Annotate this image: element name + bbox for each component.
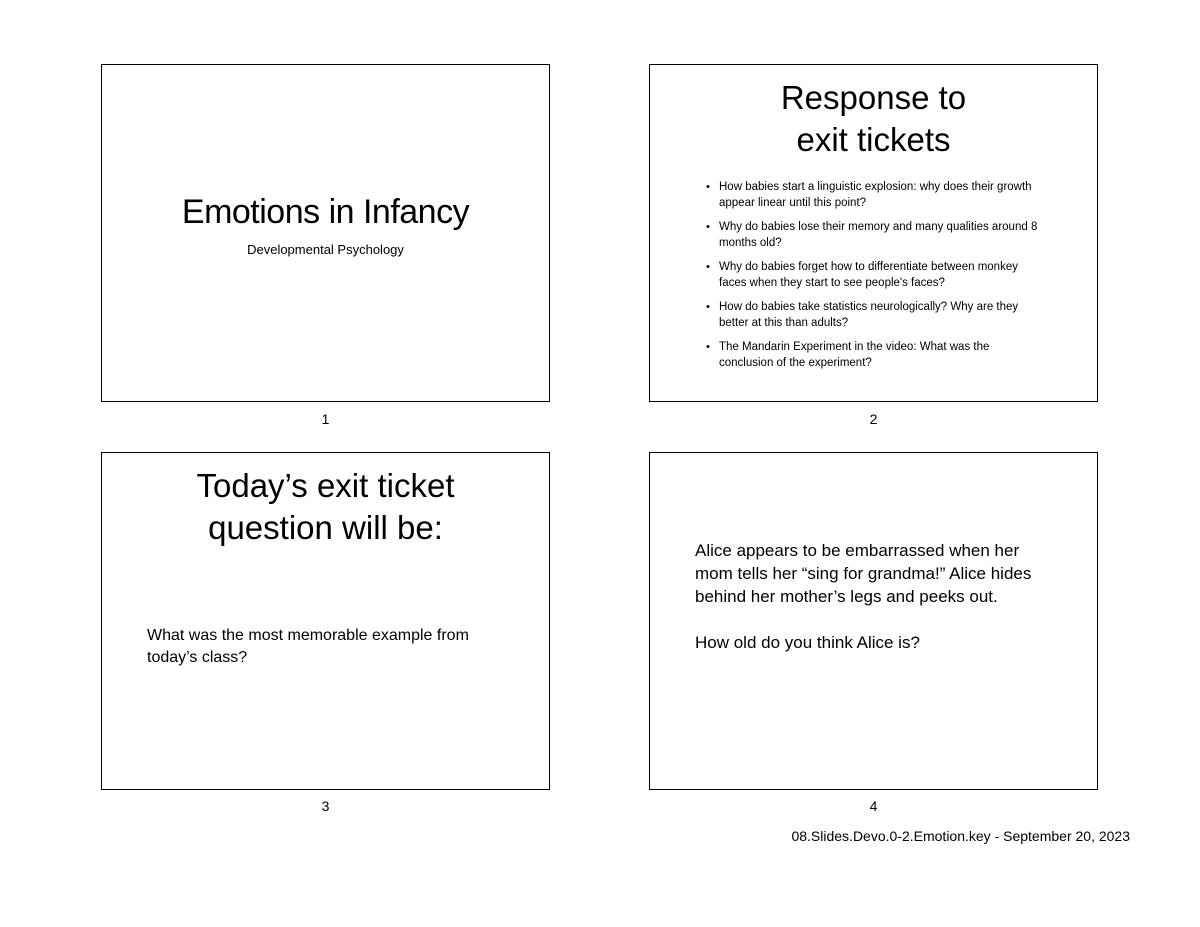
bullet-icon: •: [706, 181, 710, 193]
slide-body: What was the most memorable example from today’s class?: [147, 627, 469, 666]
paragraph-spacer: [695, 608, 1055, 631]
slide-subtitle: Developmental Psychology: [247, 242, 404, 257]
slide-title: [102, 465, 549, 549]
bullet-icon: •: [706, 221, 710, 233]
slide-3: [101, 452, 550, 790]
question-paragraph: How old do you think Alice is?: [695, 633, 920, 652]
list-item: [706, 179, 1041, 211]
slide-number: 2: [869, 411, 878, 427]
slide-body: [695, 539, 1055, 654]
bullet-list: [706, 179, 1041, 379]
document-footer: 08.Slides.Devo.0-2.Emotion.key - September 20, 2023: [791, 828, 1130, 844]
title-line: Today’s exit ticket: [196, 467, 455, 504]
slide-title: Emotions in Infancy: [181, 193, 470, 231]
slide-number: 3: [321, 798, 330, 814]
list-item-text: Why do babies forget how to differentiate between monkey faces when they start to see people's faces?: [719, 261, 1018, 289]
slide-1: [101, 64, 550, 402]
slide-number: 1: [321, 411, 330, 427]
slide-title: [650, 77, 1097, 161]
list-item-text: The Mandarin Experiment in the video: What was the conclusion of the experiment?: [719, 341, 990, 369]
bullet-icon: •: [706, 301, 710, 313]
list-item: [706, 259, 1041, 291]
bullet-icon: •: [706, 341, 710, 353]
title-line: Response to: [780, 79, 967, 116]
title-line: question will be:: [208, 509, 443, 546]
slide-4: [649, 452, 1098, 790]
list-item-text: How babies start a linguistic explosion: why does their growth appear linear until this point?: [719, 181, 1032, 209]
scenario-paragraph: Alice appears to be embarrassed when her mom tells her “sing for grandma!” Alice hides behind her mother’s legs and peeks out.: [695, 541, 1032, 606]
list-item: [706, 219, 1041, 251]
bullet-icon: •: [706, 261, 710, 273]
list-item-text: Why do babies lose their memory and many qualities around 8 months old?: [719, 221, 1038, 249]
list-item: [706, 339, 1041, 371]
list-item-text: How do babies take statistics neurologically? Why are they better at this than adults?: [719, 301, 1019, 329]
list-item: [706, 299, 1041, 331]
title-line: exit tickets: [796, 121, 951, 158]
slide-number: 4: [869, 798, 878, 814]
slide-2: [649, 64, 1098, 402]
